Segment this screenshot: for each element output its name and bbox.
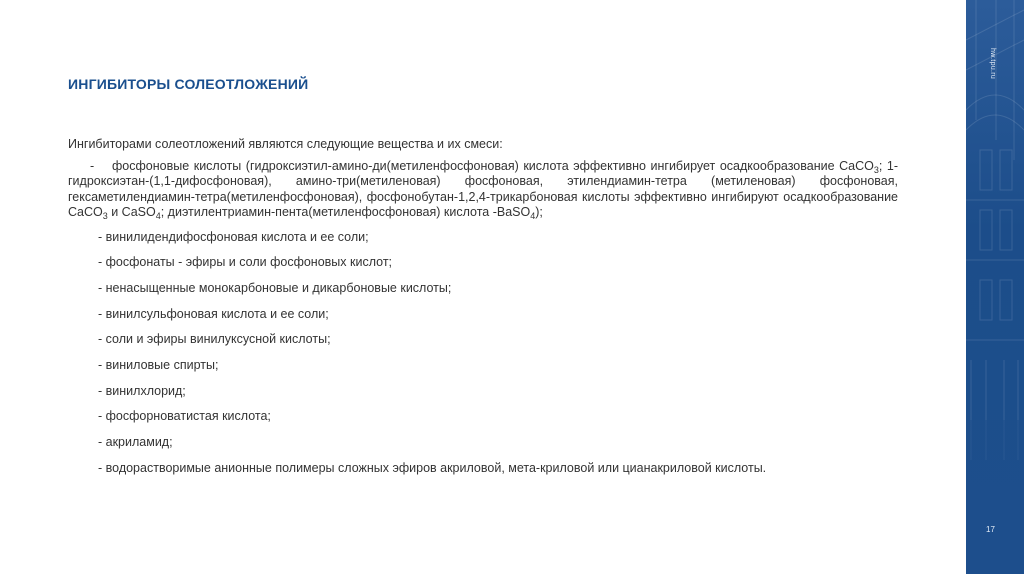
list-item-phosphonic-acids (68, 159, 898, 221)
list-item: - акриламид; (98, 435, 173, 449)
list-item: - соли и эфиры винилуксусной кислоты; (98, 332, 331, 347)
subscript: 3 (873, 164, 879, 175)
list-item: - ненасыщенные монокарбоновые и дикарбоновые кислоты; (98, 280, 452, 295)
text-segment: ); (535, 205, 543, 219)
site-url: hw.tpu.ru (989, 48, 996, 80)
text-segment: фосфоновые кислоты (гидроксиэтил-амино-ди(метиленфосфоновая) кислота эффективно ингибирует осадкообразование CaCO (112, 158, 874, 173)
list-item: - винилсульфоновая кислота и ее соли; (98, 306, 329, 321)
list-item: - водорастворимые анионные полимеры сложных эфиров акриловой, мета-криловой или цианакриловой кислоты. (98, 460, 767, 475)
list-item: - винилхлорид; (98, 383, 186, 398)
text-segment: ; диэтилентриамин-пента(метиленфосфоновая) кислота -BaSO (160, 205, 531, 219)
slide-title: ИНГИБИТОРЫ СОЛЕОТЛОЖЕНИЙ (68, 76, 309, 92)
subscript: 4 (530, 211, 536, 221)
subscript: 4 (155, 211, 161, 221)
list-dash: - (90, 158, 95, 173)
list-item: - фосфорноватистая кислота; (98, 409, 271, 424)
inhibitor-list (68, 230, 898, 477)
subscript: 3 (102, 211, 108, 221)
text-segment: ; 1-гидроксиэтан-(1,1-дифосфоновая), амино-три(метиленовая) фосфоновая, этилендиамин-тетра (метиленовая) фосфоновая, гексаметилендиамин-тетра(метиленфосфоновая), фосфонобутан-1,2,4-трикарбоновая кислоты эффективно ингибируют осадкообразование CaCO (68, 158, 899, 219)
slide-content (68, 137, 898, 486)
text-segment: и CaSO (107, 205, 156, 219)
list-item: - винилидендифосфоновая кислота и ее соли; (98, 229, 369, 244)
list-item: - фосфонаты - эфиры и соли фосфоновых кислот; (98, 255, 393, 270)
list-item: - виниловые спирты; (98, 357, 219, 372)
intro-text: Ингибиторами солеотложений являются следующие вещества и их смеси: (68, 137, 503, 151)
page-number: 17 (986, 525, 995, 534)
